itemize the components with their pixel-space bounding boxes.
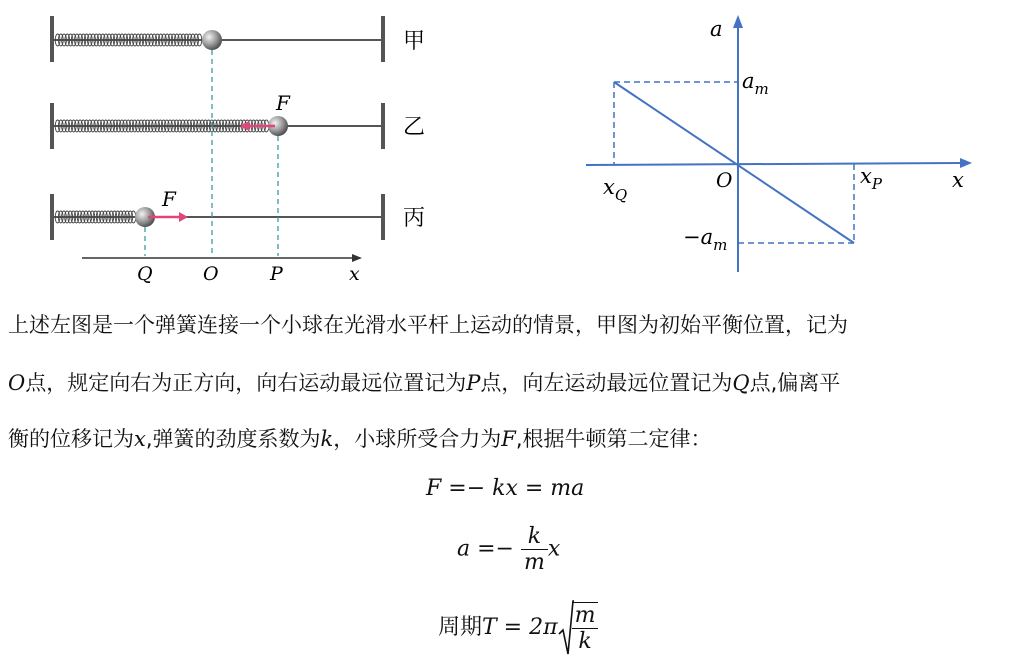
equation-newton: F =− kx = ma — [426, 476, 585, 501]
x-axis-label: x — [952, 168, 964, 192]
x-axis-arrowhead — [960, 158, 972, 168]
tick-Q: Q — [137, 263, 153, 285]
a-x-line — [614, 82, 854, 243]
a-max-label: $a_m$ — [742, 69, 769, 98]
equation-acceleration: a =− $\frac{k}{m}$ x — [457, 524, 561, 575]
y-axis-arrowhead — [733, 15, 743, 28]
paragraph-line-2: O点，规定向右为正方向，向右运动最远位置记为P点，向左运动最远位置记为Q点,偏离平 — [8, 371, 841, 395]
acceleration-displacement-graph — [0, 0, 1025, 290]
equation-period: 周期T = 2π $\frac{m}{k}$ — [438, 600, 598, 656]
force-label: F — [276, 91, 290, 115]
xq-label: $x_Q$ — [603, 175, 628, 204]
y-axis-label: a — [710, 17, 723, 41]
row-label-bing: 丙 — [403, 206, 426, 231]
x-axis — [586, 163, 962, 165]
tick-P: P — [270, 263, 283, 285]
neg-a-max-label: $-a_m$ — [683, 225, 728, 254]
row-label-jia: 甲 — [403, 29, 426, 54]
force-label: F — [162, 187, 176, 211]
origin-label: O — [716, 168, 733, 192]
paragraph-line-1: 上述左图是一个弹簧连接一个小球在光滑水平杆上运动的情景，甲图为初始平衡位置，记为 — [8, 313, 848, 337]
axis-label-x: x — [349, 263, 360, 285]
row-label-yi: 乙 — [403, 115, 426, 140]
tick-O: O — [203, 263, 219, 285]
xp-label: $x_P$ — [860, 164, 882, 193]
paragraph-line-3: 衡的位移记为x,弹簧的劲度系数为k，小球所受合力为F,根据牛顿第二定律： — [8, 427, 712, 451]
